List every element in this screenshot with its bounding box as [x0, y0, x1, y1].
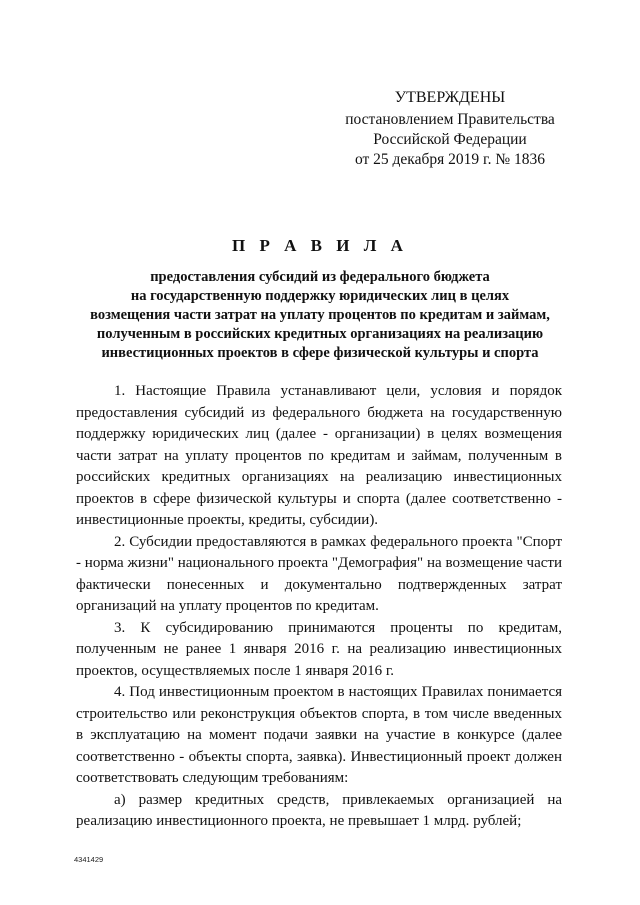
document-title: П Р А В И Л А — [232, 236, 408, 255]
paragraph-2: 2. Субсидии предоставляются в рамках федерального проекта "Спорт - норма жизни" национального проекта "Демография" на возмещение части фактически понесенных и документально подтвержденных затрат организаций на уплату процентов по кредитам. — [76, 533, 562, 614]
subtitle-line-3: возмещения части затрат на уплату процентов по кредитам и займам, — [90, 307, 550, 323]
subtitle-line-5: инвестиционных проектов в сфере физической культуры и спорта — [101, 345, 539, 361]
paragraph-4a: а) размер кредитных средств, привлекаемых организацией на реализацию инвестиционного проекта, не превышает 1 млрд. рублей; — [76, 791, 562, 829]
approval-stamp — [330, 88, 570, 170]
subtitle-line-4: полученным в российских кредитных организациях на реализацию — [96, 326, 544, 342]
paragraph-3: 3. К субсидированию принимаются проценты по кредитам, полученным не ранее 1 января 2016 г. на реализацию инвестиционных проектов, осуществляемых после 1 января 2016 г. — [76, 619, 562, 679]
document-title-block — [60, 236, 580, 363]
subtitle-line-2: на государственную поддержку юридических лиц в целях — [130, 288, 510, 304]
subtitle-line-1: предоставления субсидий из федерального бюджета — [150, 269, 490, 285]
approval-heading: УТВЕРЖДЕНЫ — [394, 89, 506, 106]
document-code: 4341429 — [74, 855, 104, 864]
paragraph-4: 4. Под инвестиционным проектом в настоящих Правилах понимается строительство или реконструкция объектов спорта, в том числе введенных в эксплуатацию на момент подачи заявки на участие в конкурсе (далее соответственно - объекты спорта, заявка). Инвестиционный проект должен соответствовать следующим требованиям: — [76, 684, 562, 786]
approval-line-2: Российской Федерации — [373, 131, 527, 148]
document-body — [76, 381, 562, 833]
approval-line-3: от 25 декабря 2019 г. № 1836 — [354, 151, 546, 168]
document-subtitle — [60, 268, 580, 363]
approval-line-1: постановлением Правительства — [345, 111, 555, 128]
paragraph-1: 1. Настоящие Правила устанавливают цели, условия и порядок предоставления субсидий из федерального бюджета на государственную поддержку юридических лиц (далее - организации) в целях возмещения части затрат на уплату процентов по кредитам и займам, полученным в российских кредитных организациях на реализацию инвестиционных проектов в сфере физической культуры и спорта (далее соответственно - инвестиционные проекты, кредиты, субсидии). — [76, 383, 562, 528]
